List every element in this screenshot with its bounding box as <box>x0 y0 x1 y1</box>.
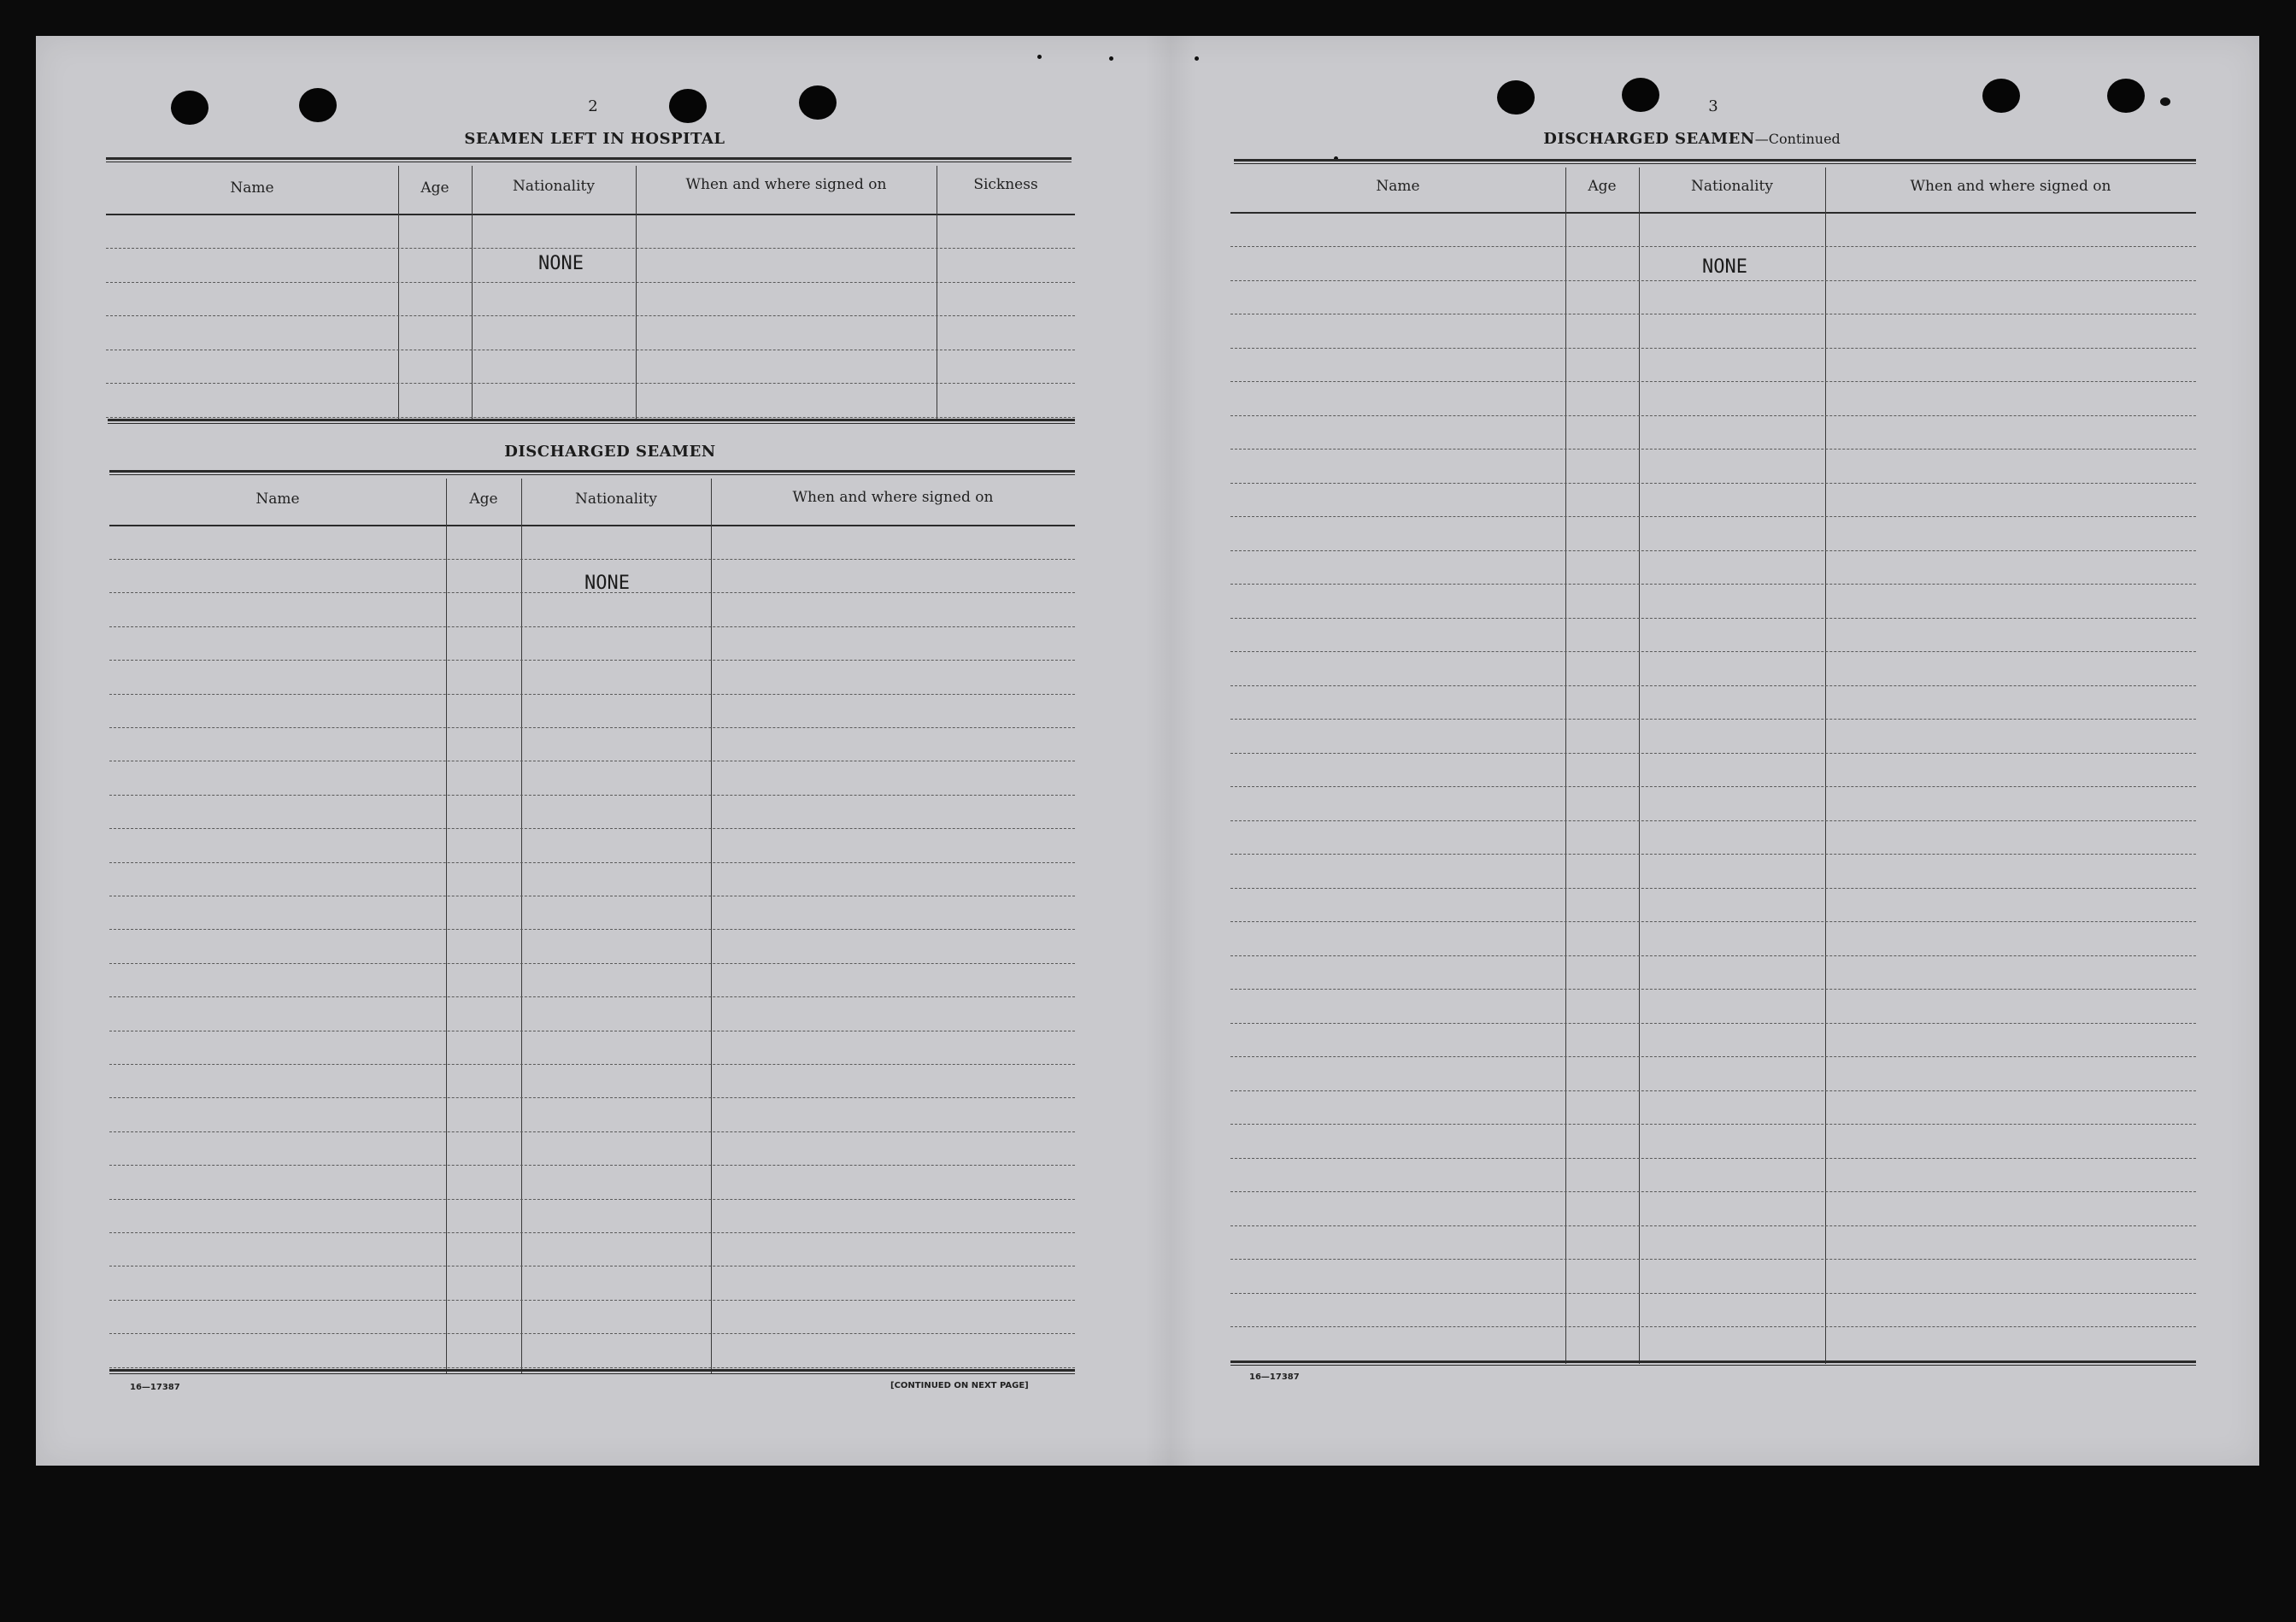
ruled-line <box>109 694 1075 695</box>
ruled-line <box>1230 1090 2196 1091</box>
ruled-line <box>1230 1056 2196 1057</box>
page-number-right: 3 <box>1708 97 1718 115</box>
ruled-line <box>109 1232 1075 1233</box>
ruled-line <box>1230 1023 2196 1024</box>
ruled-line <box>109 1367 1075 1368</box>
page-number-left: 2 <box>588 97 598 115</box>
ruled-line <box>109 660 1075 661</box>
ruled-line <box>109 1333 1075 1334</box>
discharged-bottom-rule <box>109 1369 1075 1374</box>
right-section-title-main: DISCHARGED SEAMEN <box>1543 130 1755 148</box>
punch-hole <box>799 85 837 120</box>
punch-hole <box>1982 79 2020 113</box>
ruled-line <box>1230 1158 2196 1159</box>
hospital-col-nationality: Nationality <box>513 178 595 195</box>
hospital-section-title: SEAMEN LEFT IN HOSPITAL <box>464 130 725 148</box>
ruled-line <box>1230 483 2196 484</box>
ruled-line <box>1230 989 2196 990</box>
ruled-line <box>1230 584 2196 585</box>
discharged-divider <box>521 479 522 1374</box>
ruled-line <box>106 315 1075 316</box>
punch-hole <box>669 89 707 123</box>
ruled-line <box>106 282 1075 283</box>
continued-note: [CONTINUED ON NEXT PAGE] <box>890 1381 1029 1390</box>
discharged-section-title: DISCHARGED SEAMEN <box>504 443 716 461</box>
ruled-line <box>109 1064 1075 1065</box>
speck <box>1109 56 1113 61</box>
right-divider <box>1565 167 1566 1364</box>
speck <box>1037 55 1042 59</box>
form-number-left: 16—17387 <box>130 1383 180 1392</box>
right-divider <box>1825 167 1826 1364</box>
ruled-line <box>106 417 1075 418</box>
ruled-line <box>1230 921 2196 922</box>
discharged-divider <box>711 479 712 1374</box>
right-col-age: Age <box>1588 178 1617 195</box>
ruled-line <box>109 996 1075 997</box>
hospital-top-rule <box>106 157 1072 162</box>
ruled-line <box>1230 786 2196 787</box>
right-col-nationality: Nationality <box>1691 178 1773 195</box>
ruled-line <box>1230 550 2196 551</box>
ruled-line <box>106 383 1075 384</box>
ruled-line <box>1230 381 2196 382</box>
punch-hole <box>1497 80 1535 115</box>
ruled-line <box>109 1165 1075 1166</box>
ruled-line <box>109 1131 1075 1132</box>
discharged-col-name: Name <box>255 491 300 508</box>
punch-hole <box>171 91 208 125</box>
ruled-line <box>1230 1259 2196 1260</box>
right-section-title <box>1478 130 1906 148</box>
ruled-line <box>1230 719 2196 720</box>
hospital-col-name: Name <box>230 179 274 197</box>
ruled-line <box>109 795 1075 796</box>
ruled-line <box>109 1097 1075 1098</box>
hospital-col-age: Age <box>420 179 449 197</box>
discharged-col-age: Age <box>469 491 498 508</box>
ruled-line <box>1230 820 2196 821</box>
ruled-line <box>1230 888 2196 889</box>
ruled-line <box>1230 280 2196 281</box>
punch-hole <box>1622 78 1659 112</box>
ruled-line <box>1230 348 2196 349</box>
discharged-col-nationality: Nationality <box>575 491 657 508</box>
ruled-line <box>1230 955 2196 956</box>
ruled-line <box>1230 854 2196 855</box>
right-divider <box>1639 167 1640 1364</box>
hospital-col-sickness: Sickness <box>973 176 1038 193</box>
hospital-bottom-rule <box>108 419 1075 424</box>
right-top-rule <box>1234 159 2196 164</box>
ruled-line <box>1230 651 2196 652</box>
ruled-line <box>109 727 1075 728</box>
right-bottom-rule <box>1230 1360 2196 1366</box>
ruled-line <box>1230 1124 2196 1125</box>
right-none-stamp: NONE <box>1702 256 1747 278</box>
form-number-right: 16—17387 <box>1249 1372 1300 1382</box>
ruled-line <box>1230 1191 2196 1192</box>
ruled-line <box>1230 1326 2196 1327</box>
ruled-line <box>1230 415 2196 416</box>
discharged-header-rule <box>109 525 1075 526</box>
page-fold <box>1145 36 1196 1466</box>
hospital-header-rule <box>106 214 1075 215</box>
ruled-line <box>1230 753 2196 754</box>
discharged-none-stamp: NONE <box>584 573 630 594</box>
ruled-line <box>109 828 1075 829</box>
right-header-rule <box>1230 212 2196 214</box>
ruled-line <box>1230 449 2196 450</box>
right-section-title-suffix: —Continued <box>1754 131 1841 147</box>
speck <box>2160 97 2170 106</box>
punch-hole <box>299 88 337 122</box>
ruled-line <box>1230 246 2196 247</box>
ruled-line <box>109 929 1075 930</box>
ruled-line <box>1230 618 2196 619</box>
ruled-line <box>109 626 1075 627</box>
discharged-divider <box>446 479 447 1374</box>
discharged-col-signed-on: When and where signed on <box>792 489 994 506</box>
punch-hole <box>2107 79 2145 113</box>
ruled-line <box>106 248 1075 249</box>
discharged-top-rule <box>109 470 1075 475</box>
ruled-line <box>109 963 1075 964</box>
ruled-line <box>1230 1293 2196 1294</box>
right-col-signed-on: When and where signed on <box>1910 178 2111 195</box>
ruled-line <box>1230 516 2196 517</box>
ruled-line <box>1230 1225 2196 1226</box>
ruled-line <box>109 1300 1075 1301</box>
right-col-name: Name <box>1376 178 1420 195</box>
hospital-none-stamp: NONE <box>538 253 584 274</box>
ruled-line <box>1230 685 2196 686</box>
speck <box>1195 56 1199 61</box>
ruled-line <box>109 862 1075 863</box>
hospital-col-signed-on: When and where signed on <box>685 176 887 193</box>
ruled-line <box>109 559 1075 560</box>
ruled-line <box>109 1199 1075 1200</box>
